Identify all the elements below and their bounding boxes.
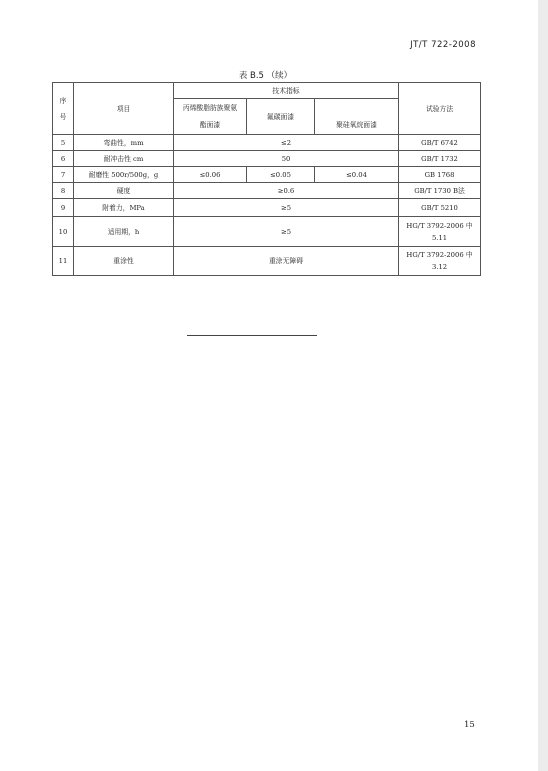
row-value-c: ≤0.04	[315, 167, 399, 183]
row-item: 硬度	[74, 183, 174, 199]
row-value: 重涂无障碍	[174, 247, 399, 276]
row-value: ≥0.6	[174, 183, 399, 199]
page-number: 15	[464, 720, 475, 730]
row-item: 重涂性	[74, 247, 174, 276]
row-method: HG/T 3792-2006 中 5.11	[399, 217, 481, 247]
header-seq: 序号	[53, 83, 74, 135]
spec-table	[52, 82, 481, 276]
row-item: 耐磨性 500r/500g，g	[74, 167, 174, 183]
header-item: 项目	[74, 83, 174, 135]
row-no: 6	[53, 151, 74, 167]
table-row	[53, 151, 481, 167]
end-rule	[187, 335, 317, 336]
standard-code: JT/T 722-2008	[410, 40, 476, 50]
row-item: 弯曲性，mm	[74, 135, 174, 151]
row-no: 9	[53, 199, 74, 217]
table-row	[53, 183, 481, 199]
table-row	[53, 167, 481, 183]
table-header-row	[53, 83, 481, 99]
table-row	[53, 247, 481, 276]
row-value: ≤2	[174, 135, 399, 151]
row-value-a: ≤0.06	[174, 167, 247, 183]
row-value: ≥5	[174, 217, 399, 247]
header-col-b: 氟碳面漆	[247, 99, 315, 135]
row-value: 50	[174, 151, 399, 167]
header-col-a: 丙烯酸脂肪族聚氨酯面漆	[174, 99, 247, 135]
header-col-c: 聚硅氧烷面漆	[315, 99, 399, 135]
right-edge-strip	[538, 0, 548, 771]
row-no: 10	[53, 217, 74, 247]
row-no: 7	[53, 167, 74, 183]
row-item: 适用期，h	[74, 217, 174, 247]
header-method: 试验方法	[399, 83, 481, 135]
row-method: GB 1768	[399, 167, 481, 183]
table-row	[53, 199, 481, 217]
row-method: GB/T 6742	[399, 135, 481, 151]
row-method: GB/T 1730 B法	[399, 183, 481, 199]
table-row	[53, 135, 481, 151]
row-item: 耐冲击性 cm	[74, 151, 174, 167]
row-no: 8	[53, 183, 74, 199]
table-caption: 表 B.5 （续）	[238, 71, 293, 81]
row-no: 5	[53, 135, 74, 151]
row-item: 附着力，MPa	[74, 199, 174, 217]
table-row	[53, 217, 481, 247]
row-method: HG/T 3792-2006 中 3.12	[399, 247, 481, 276]
row-value: ≥5	[174, 199, 399, 217]
header-tech: 技术指标	[174, 83, 399, 99]
row-no: 11	[53, 247, 74, 276]
row-value-b: ≤0.05	[247, 167, 315, 183]
row-method: GB/T 1732	[399, 151, 481, 167]
row-method: GB/T 5210	[399, 199, 481, 217]
